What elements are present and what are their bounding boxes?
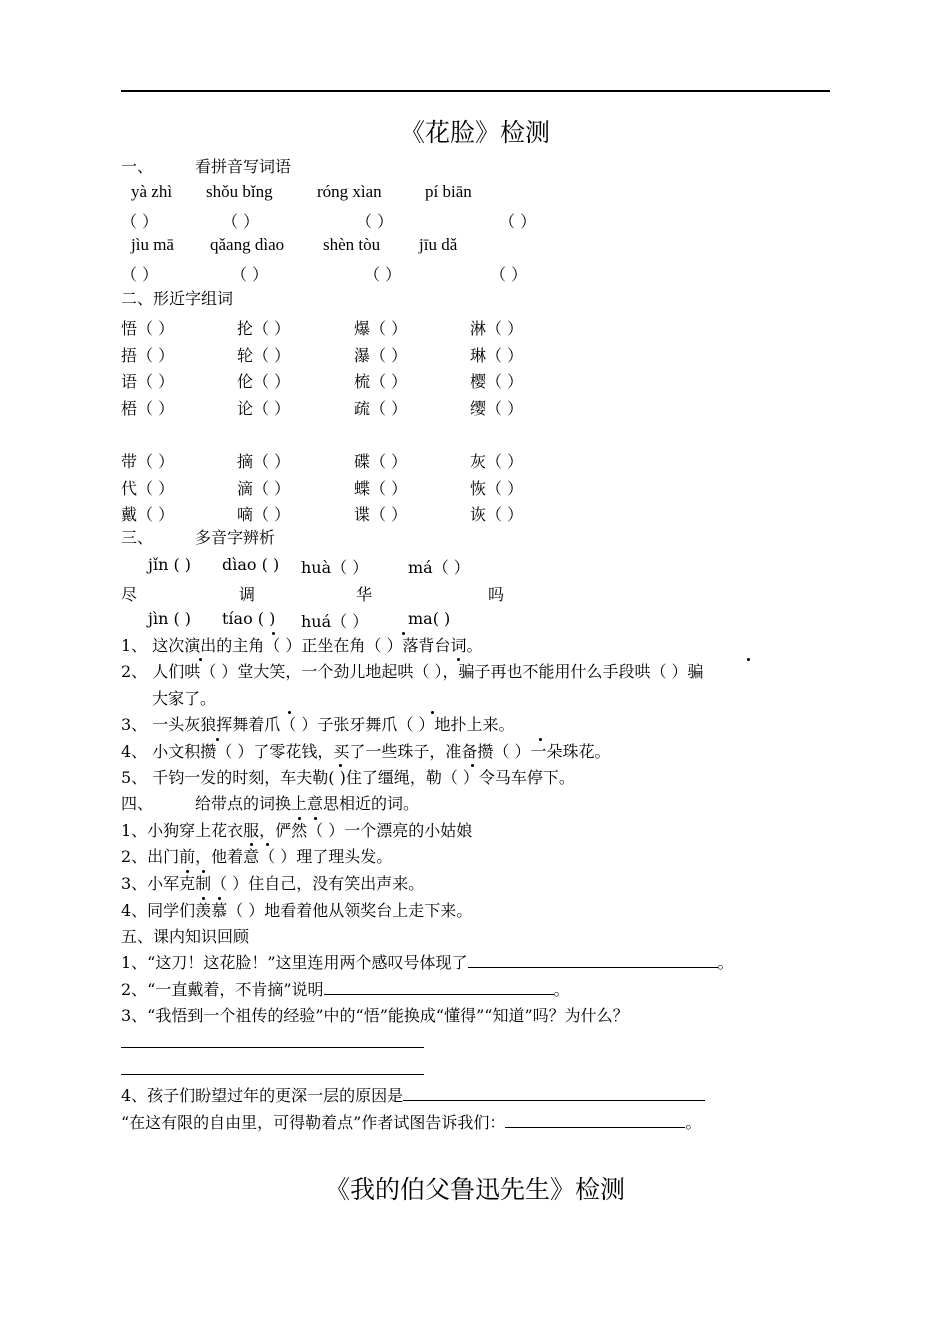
similar-char-cell[interactable] (354, 449, 407, 472)
similar-char: 谍 (354, 505, 371, 524)
review-q5 (121, 1113, 701, 1133)
pinyin-7: shèn tòu (323, 235, 381, 254)
emphasis-dot (202, 870, 205, 873)
section1-heading (121, 157, 291, 177)
answer-paren[interactable]: （ ） (370, 398, 408, 418)
review-q4 (121, 1086, 705, 1106)
answer-paren[interactable]: （ ） (137, 452, 175, 471)
similar-char: 戴 (121, 505, 138, 524)
answer-paren-6[interactable]: （ ） (231, 265, 269, 284)
polyphone-q3: 3、 一头灰狼挥舞着爪（ ）子张牙舞爪（ ）地扑上来。 (121, 715, 515, 734)
emphasis-dot (186, 870, 189, 873)
answer-paren-3[interactable]: （ ） (356, 212, 394, 231)
emphasis-dot (272, 632, 275, 635)
section1-title: 看拼音写词语 (195, 157, 292, 176)
polyphone-bottom-3[interactable]: huá（ ） (301, 612, 369, 631)
polyphone-q4: 4、 小文积攒（ ）了零花钱，买了一些珠子，准备攒（ ）一朵珠花。 (121, 742, 611, 761)
emphasis-dot (298, 817, 301, 820)
emphasis-dot (202, 897, 205, 900)
answer-paren[interactable]: （ ） (370, 345, 408, 365)
similar-char: 代 (121, 478, 138, 498)
synonym-q4: 4、同学们羡慕（ ）地看着他从领奖台上走下来。 (121, 901, 473, 920)
emphasis-dot (339, 764, 342, 767)
pinyin-2: shǒu bǐng (206, 182, 273, 201)
answer-line[interactable] (403, 1086, 705, 1101)
similar-char-cell[interactable] (121, 449, 174, 472)
review-q1-text: 1、“这刀！这花脸！”这里连用两个感叹号体现了 (121, 953, 468, 972)
similar-char-cell[interactable] (470, 316, 523, 339)
answer-paren[interactable]: （ ） (253, 452, 291, 471)
polyphone-bottom-1[interactable]: jìn ( ) (148, 609, 192, 628)
answer-paren[interactable]: （ ） (486, 478, 524, 498)
similar-char-cell[interactable] (237, 476, 290, 499)
answer-line[interactable] (121, 1047, 424, 1048)
similar-char: 摘 (237, 452, 254, 471)
next-title: 《我的伯父鲁迅先生》检测 (324, 1175, 625, 1204)
section4-heading (121, 794, 419, 814)
page-title: 《花脸》检测 (399, 118, 550, 147)
similar-char-cell[interactable] (354, 502, 407, 525)
similar-char: 琳 (470, 345, 487, 365)
similar-char-cell[interactable] (237, 449, 290, 472)
review-q1 (121, 953, 734, 973)
answer-paren[interactable]: （ ） (486, 398, 524, 418)
answer-paren[interactable]: （ ） (253, 398, 291, 418)
answer-paren[interactable]: （ ） (253, 505, 291, 524)
similar-char: 碟 (354, 452, 371, 471)
similar-char: 带 (121, 452, 138, 471)
polyphone-q2-cont: 大家了。 (152, 689, 217, 708)
polyphone-bottom-2[interactable]: tíao ( ) (222, 609, 276, 628)
answer-paren-1[interactable]: （ ） (121, 212, 159, 231)
answer-paren[interactable]: （ ） (370, 505, 408, 524)
similar-char: 伦 (237, 372, 254, 391)
pinyin-6: qǎang dìao (210, 235, 285, 254)
similar-char-cell[interactable] (121, 343, 174, 366)
pinyin-3: róng xìan (317, 182, 382, 201)
similar-char: 蝶 (354, 478, 371, 498)
answer-line[interactable] (121, 1074, 424, 1075)
section3-title: 多音字辨析 (195, 528, 276, 547)
answer-paren[interactable]: （ ） (137, 372, 175, 391)
similar-char-cell[interactable] (237, 316, 290, 339)
emphasis-dot (250, 843, 253, 846)
answer-paren-5[interactable]: （ ） (121, 265, 159, 284)
similar-char-cell[interactable] (354, 396, 407, 419)
polyphone-q5: 5、 千钧一发的时刻，车夫勒( )住了缰绳，勒（ ）令马车停下。 (121, 768, 575, 787)
synonym-q3: 3、小军克制（ ）住自己，没有笑出声来。 (121, 874, 425, 893)
emphasis-dot (431, 711, 434, 714)
pinyin-8: jīu dǎ (419, 235, 458, 254)
synonym-q2: 2、出门前，他着意（ ）理了理头发。 (121, 847, 393, 866)
similar-char: 滴 (237, 478, 254, 498)
similar-char-cell[interactable] (237, 502, 290, 525)
emphasis-dot (539, 738, 542, 741)
synonym-q1: 1、小狗穿上花衣服，俨然（ ）一个漂亮的小姑娘 (121, 821, 473, 840)
similar-char: 论 (237, 398, 254, 418)
polyphone-char-2: 调 (239, 585, 256, 604)
emphasis-dot (747, 658, 750, 661)
similar-char: 轮 (237, 345, 254, 365)
polyphone-char-3: 华 (356, 585, 373, 604)
similar-char-cell[interactable] (470, 476, 523, 499)
similar-char-cell[interactable] (121, 476, 174, 499)
similar-char-cell[interactable] (121, 316, 174, 339)
similar-char: 悟 (121, 319, 138, 338)
answer-paren-4[interactable]: （ ） (499, 212, 537, 231)
answer-paren[interactable]: （ ） (370, 372, 408, 391)
pinyin-4: pí biān (425, 182, 472, 201)
top-rule (121, 90, 830, 92)
similar-char: 诙 (470, 505, 487, 524)
emphasis-dot (266, 843, 269, 846)
answer-line[interactable] (324, 980, 554, 995)
polyphone-top-4[interactable]: má（ ） (408, 558, 470, 577)
polyphone-bottom-4[interactable]: ma( ) (408, 609, 451, 628)
similar-char: 恢 (470, 478, 487, 498)
answer-paren[interactable]: （ ） (253, 345, 291, 365)
similar-char: 捂 (121, 345, 138, 365)
period: 。 (717, 953, 734, 972)
period: 。 (685, 1113, 702, 1132)
answer-paren[interactable]: （ ） (370, 478, 408, 498)
answer-paren[interactable]: （ ） (137, 505, 175, 524)
answer-paren[interactable]: （ ） (486, 452, 524, 471)
polyphone-top-3[interactable]: huà（ ） (301, 558, 369, 577)
similar-char-cell[interactable] (354, 316, 407, 339)
similar-char-cell[interactable] (237, 343, 290, 366)
polyphone-q1: 1、 这次演出的主角（ ）正坐在角（ ）落背台词。 (121, 636, 483, 655)
period: 。 (553, 980, 570, 999)
similar-char-cell[interactable] (470, 343, 523, 366)
review-q3: 3、“我悟到一个祖传的经验”中的“悟”能换成“懂得”“知道”吗？为什么？ (121, 1006, 629, 1025)
similar-char-cell[interactable] (470, 396, 523, 419)
answer-paren[interactable]: （ ） (486, 505, 524, 524)
answer-line[interactable] (468, 953, 718, 968)
section4-number: 四、 (121, 794, 154, 813)
polyphone-q2: 2、 人们哄（ ）堂大笑，一个劲儿地起哄（ ），骗子再也不能用什么手段哄（ ）骗 (121, 662, 704, 681)
similar-char: 抡 (237, 319, 254, 338)
answer-paren-8[interactable]: （ ） (490, 265, 528, 284)
polyphone-char-1: 尽 (121, 585, 138, 604)
similar-char-cell[interactable] (237, 369, 290, 392)
emphasis-dot (402, 632, 405, 635)
similar-char: 嘀 (237, 505, 254, 524)
answer-paren[interactable]: （ ） (137, 319, 175, 338)
similar-char: 瀑 (354, 345, 371, 365)
section3-number: 三、 (121, 528, 154, 547)
section4-title: 给带点的词换上意思相近的词。 (195, 794, 420, 813)
similar-char: 梳 (354, 372, 371, 391)
section3-heading (121, 528, 275, 548)
similar-char-cell[interactable] (354, 476, 407, 499)
review-q2 (121, 980, 570, 1000)
similar-char-cell[interactable] (121, 369, 174, 392)
emphasis-dot (199, 658, 202, 661)
similar-char-cell[interactable] (237, 396, 290, 419)
similar-char: 爆 (354, 319, 371, 338)
review-q4-text: 4、孩子们盼望过年的更深一层的原因是 (121, 1086, 404, 1105)
polyphone-top-2[interactable]: dìao ( ) (222, 555, 280, 574)
answer-paren[interactable]: （ ） (137, 345, 175, 365)
answer-paren[interactable]: （ ） (137, 478, 175, 498)
similar-char: 疏 (354, 398, 371, 418)
emphasis-dot (218, 897, 221, 900)
similar-char-cell[interactable] (121, 396, 174, 419)
answer-paren[interactable]: （ ） (486, 319, 524, 338)
answer-paren-7[interactable]: （ ） (364, 265, 402, 284)
similar-char-cell[interactable] (470, 502, 523, 525)
answer-paren[interactable]: （ ） (370, 319, 408, 338)
answer-paren[interactable]: （ ） (253, 372, 291, 391)
section1-number: 一、 (121, 157, 154, 176)
answer-paren[interactable]: （ ） (486, 345, 524, 365)
similar-char: 淋 (470, 319, 487, 338)
polyphone-top-1[interactable]: jǐn ( ) (148, 555, 192, 574)
pinyin-5: jìu mā (131, 235, 174, 254)
similar-char: 梧 (121, 398, 138, 418)
polyphone-char-4: 吗 (488, 585, 505, 604)
similar-char-cell[interactable] (354, 369, 407, 392)
emphasis-dot (471, 764, 474, 767)
answer-paren[interactable]: （ ） (137, 398, 175, 418)
similar-char-cell[interactable] (121, 502, 174, 525)
section2-heading: 二、形近字组词 (121, 289, 234, 308)
answer-paren-2[interactable]: （ ） (222, 212, 260, 231)
section5-heading: 五、课内知识回顾 (121, 927, 250, 946)
review-q5-text: “在这有限的自由里，可得勒着点”作者试图告诉我们： (121, 1113, 506, 1132)
pinyin-1: yà zhì (131, 182, 173, 201)
similar-char: 缨 (470, 398, 487, 418)
similar-char-cell[interactable] (354, 343, 407, 366)
emphasis-dot (314, 817, 317, 820)
answer-paren[interactable]: （ ） (486, 372, 524, 391)
answer-line[interactable] (505, 1113, 685, 1128)
similar-char: 语 (121, 372, 138, 391)
emphasis-dot (288, 711, 291, 714)
similar-char-cell[interactable] (470, 449, 523, 472)
similar-char: 樱 (470, 372, 487, 391)
answer-paren[interactable]: （ ） (253, 319, 291, 338)
answer-paren[interactable]: （ ） (253, 478, 291, 498)
similar-char-cell[interactable] (470, 369, 523, 392)
similar-char: 灰 (470, 452, 487, 471)
review-q2-text: 2、“一直戴着，不肯摘”说明 (121, 980, 324, 999)
answer-paren[interactable]: （ ） (370, 452, 408, 471)
emphasis-dot (216, 738, 219, 741)
emphasis-dot (457, 658, 460, 661)
